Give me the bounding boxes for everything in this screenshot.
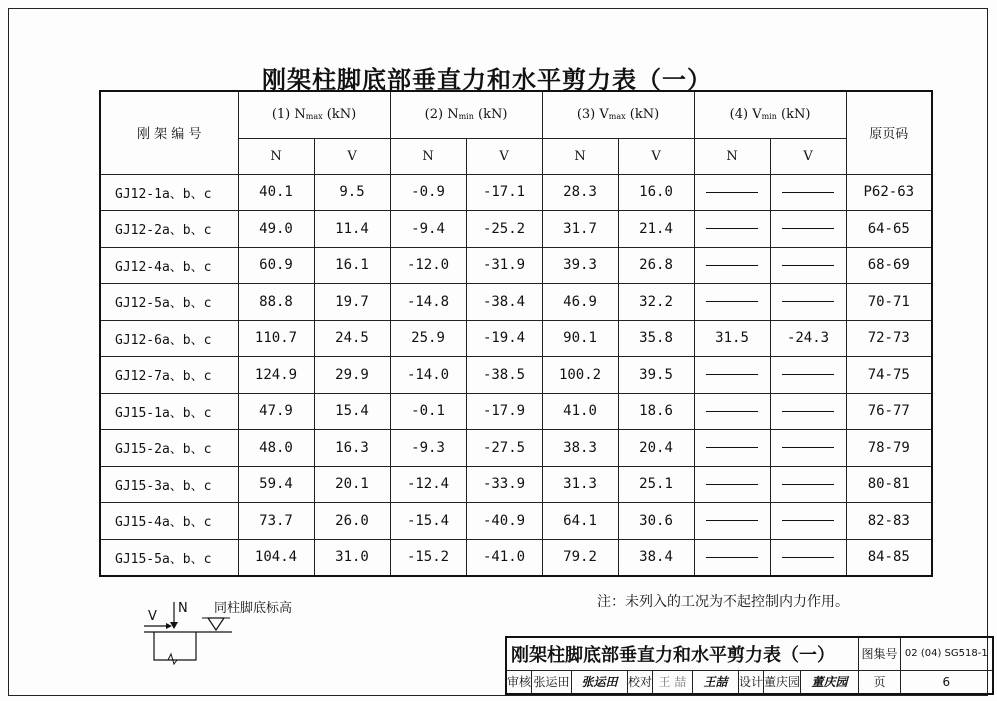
subheader-v: V: [314, 138, 390, 174]
value-cell: -19.4: [466, 320, 542, 357]
frame-number-cell: GJ15-5a、b、c: [100, 539, 238, 576]
value-cell: -38.5: [466, 357, 542, 394]
design-name: 董庆园: [764, 670, 801, 694]
frame-number-cell: GJ12-4a、b、c: [100, 247, 238, 284]
dash-line: [782, 520, 834, 521]
not-applicable-dash: [770, 466, 846, 503]
value-cell: -15.2: [390, 539, 466, 576]
table-row: [100, 174, 932, 211]
subheader-v: V: [770, 138, 846, 174]
table-row: [100, 539, 932, 576]
not-applicable-dash: [694, 430, 770, 467]
table-row: [100, 393, 932, 430]
subheader-v: V: [466, 138, 542, 174]
not-applicable-dash: [694, 174, 770, 211]
value-cell: 31.0: [314, 539, 390, 576]
value-cell: 104.4: [238, 539, 314, 576]
footing-outline: [154, 632, 196, 660]
dash-line: [782, 265, 834, 266]
original-page-cell: 82-83: [846, 503, 932, 540]
dash-line: [782, 301, 834, 302]
value-cell: -24.3: [770, 320, 846, 357]
page-title: 刚架柱脚底部垂直力和水平剪力表（一）: [262, 66, 712, 94]
value-cell: 26.0: [314, 503, 390, 540]
dash-line: [782, 484, 834, 485]
arrowhead-n: [170, 622, 178, 629]
not-applicable-dash: [694, 466, 770, 503]
not-applicable-dash: [770, 393, 846, 430]
value-cell: 28.3: [542, 174, 618, 211]
value-cell: -38.4: [466, 284, 542, 321]
value-cell: 39.5: [618, 357, 694, 394]
frame-number-cell: GJ12-2a、b、c: [100, 211, 238, 248]
title-block-title: 刚架柱脚底部垂直力和水平剪力表（一）: [506, 637, 859, 670]
header-group-vmax: (3) Vmax (kN): [542, 91, 694, 138]
original-page-cell: 72-73: [846, 320, 932, 357]
subheader-n: N: [542, 138, 618, 174]
value-cell: 73.7: [238, 503, 314, 540]
value-cell: 21.4: [618, 211, 694, 248]
value-cell: 25.9: [390, 320, 466, 357]
value-cell: -15.4: [390, 503, 466, 540]
value-cell: 19.7: [314, 284, 390, 321]
dash-line: [782, 411, 834, 412]
table-row: [100, 503, 932, 540]
value-cell: 11.4: [314, 211, 390, 248]
table-row: [100, 284, 932, 321]
value-cell: 64.1: [542, 503, 618, 540]
frame-number-cell: GJ12-5a、b、c: [100, 284, 238, 321]
not-applicable-dash: [770, 539, 846, 576]
header-frame-number: 刚 架 编 号: [100, 91, 238, 174]
not-applicable-dash: [770, 430, 846, 467]
value-cell: 46.9: [542, 284, 618, 321]
dash-line: [706, 411, 758, 412]
value-cell: 90.1: [542, 320, 618, 357]
dash-line: [706, 557, 758, 558]
value-cell: -14.8: [390, 284, 466, 321]
atlas-label: 图集号: [859, 637, 901, 670]
not-applicable-dash: [694, 393, 770, 430]
frame-number-cell: GJ15-2a、b、c: [100, 430, 238, 467]
value-cell: -40.9: [466, 503, 542, 540]
value-cell: -31.9: [466, 247, 542, 284]
table-row: [100, 357, 932, 394]
dash-line: [782, 447, 834, 448]
subheader-n: N: [390, 138, 466, 174]
value-cell: 31.3: [542, 466, 618, 503]
review-label: 审核: [506, 670, 532, 694]
dash-line: [706, 265, 758, 266]
value-cell: 15.4: [314, 393, 390, 430]
value-cell: 124.9: [238, 357, 314, 394]
value-cell: 48.0: [238, 430, 314, 467]
value-cell: -17.1: [466, 174, 542, 211]
value-cell: 35.8: [618, 320, 694, 357]
value-cell: -9.4: [390, 211, 466, 248]
value-cell: 16.0: [618, 174, 694, 211]
dash-line: [782, 192, 834, 193]
table-row: [100, 430, 932, 467]
original-page-cell: 76-77: [846, 393, 932, 430]
original-page-cell: 68-69: [846, 247, 932, 284]
value-cell: -0.1: [390, 393, 466, 430]
not-applicable-dash: [694, 211, 770, 248]
value-cell: 20.1: [314, 466, 390, 503]
subheader-v: V: [618, 138, 694, 174]
value-cell: -9.3: [390, 430, 466, 467]
value-cell: 24.5: [314, 320, 390, 357]
dash-line: [706, 484, 758, 485]
not-applicable-dash: [694, 503, 770, 540]
value-cell: 29.9: [314, 357, 390, 394]
frame-number-cell: GJ15-3a、b、c: [100, 466, 238, 503]
value-cell: 16.1: [314, 247, 390, 284]
dash-line: [706, 228, 758, 229]
value-cell: 110.7: [238, 320, 314, 357]
not-applicable-dash: [770, 284, 846, 321]
not-applicable-dash: [694, 247, 770, 284]
original-page-cell: 64-65: [846, 211, 932, 248]
header-group-vmin: (4) Vmin (kN): [694, 91, 846, 138]
value-cell: -0.9: [390, 174, 466, 211]
value-cell: 100.2: [542, 357, 618, 394]
review-name: 张运田: [532, 670, 572, 694]
original-page-cell: 84-85: [846, 539, 932, 576]
value-cell: -17.9: [466, 393, 542, 430]
frame-number-cell: GJ12-7a、b、c: [100, 357, 238, 394]
diagram-label-v: V: [148, 609, 157, 624]
not-applicable-dash: [694, 357, 770, 394]
value-cell: 49.0: [238, 211, 314, 248]
value-cell: -25.2: [466, 211, 542, 248]
not-applicable-dash: [770, 357, 846, 394]
subheader-n: N: [694, 138, 770, 174]
elevation-marker-icon: [208, 618, 224, 630]
table-row: [100, 211, 932, 248]
value-cell: 60.9: [238, 247, 314, 284]
value-cell: 41.0: [542, 393, 618, 430]
value-cell: -12.4: [390, 466, 466, 503]
value-cell: -41.0: [466, 539, 542, 576]
design-signature: 董庆园: [801, 670, 859, 694]
value-cell: -12.0: [390, 247, 466, 284]
dash-line: [706, 447, 758, 448]
title-block: [505, 636, 994, 695]
not-applicable-dash: [770, 503, 846, 540]
value-cell: 9.5: [314, 174, 390, 211]
frame-number-cell: GJ12-6a、b、c: [100, 320, 238, 357]
subheader-n: N: [238, 138, 314, 174]
check-signature: 王喆: [693, 670, 739, 694]
force-table: [99, 90, 933, 577]
dash-line: [706, 192, 758, 193]
not-applicable-dash: [694, 539, 770, 576]
value-cell: 88.8: [238, 284, 314, 321]
value-cell: -27.5: [466, 430, 542, 467]
dash-line: [706, 520, 758, 521]
table-note: 注：未列入的工况为不起控制内力作用。: [597, 594, 849, 610]
dash-line: [782, 557, 834, 558]
column-base-diagram: [140, 598, 360, 668]
not-applicable-dash: [770, 247, 846, 284]
frame-number-cell: GJ12-1a、b、c: [100, 174, 238, 211]
value-cell: 31.7: [542, 211, 618, 248]
frame-number-cell: GJ15-1a、b、c: [100, 393, 238, 430]
not-applicable-dash: [694, 284, 770, 321]
not-applicable-dash: [770, 211, 846, 248]
value-cell: 59.4: [238, 466, 314, 503]
diagram-caption: 同柱脚底标高: [214, 601, 293, 616]
atlas-number: 02 (04) SG518-1: [901, 637, 993, 670]
table-row: [100, 320, 932, 357]
review-signature: 张运田: [572, 670, 628, 694]
value-cell: 16.3: [314, 430, 390, 467]
value-cell: 30.6: [618, 503, 694, 540]
value-cell: 38.3: [542, 430, 618, 467]
value-cell: -33.9: [466, 466, 542, 503]
diagram-label-n: N: [178, 601, 188, 616]
value-cell: 40.1: [238, 174, 314, 211]
dash-line: [706, 301, 758, 302]
original-page-cell: 78-79: [846, 430, 932, 467]
value-cell: -14.0: [390, 357, 466, 394]
dash-line: [782, 228, 834, 229]
value-cell: 20.4: [618, 430, 694, 467]
value-cell: 31.5: [694, 320, 770, 357]
value-cell: 39.3: [542, 247, 618, 284]
value-cell: 47.9: [238, 393, 314, 430]
original-page-cell: 70-71: [846, 284, 932, 321]
value-cell: 79.2: [542, 539, 618, 576]
dash-line: [782, 374, 834, 375]
header-group-nmin: (2) Nmin (kN): [390, 91, 542, 138]
table-row: [100, 466, 932, 503]
dash-line: [706, 374, 758, 375]
page-number: 6: [901, 670, 993, 694]
value-cell: 38.4: [618, 539, 694, 576]
original-page-cell: 74-75: [846, 357, 932, 394]
break-line: [168, 654, 177, 664]
check-label: 校对: [628, 670, 653, 694]
header-group-nmax: (1) Nmax (kN): [238, 91, 390, 138]
original-page-cell: 80-81: [846, 466, 932, 503]
design-label: 设计: [739, 670, 764, 694]
value-cell: 18.6: [618, 393, 694, 430]
check-name: 王 喆: [653, 670, 693, 694]
original-page-cell: P62-63: [846, 174, 932, 211]
frame-number-cell: GJ15-4a、b、c: [100, 503, 238, 540]
page-label: 页: [859, 670, 901, 694]
header-original-page: 原页码: [846, 91, 932, 174]
value-cell: 25.1: [618, 466, 694, 503]
not-applicable-dash: [770, 174, 846, 211]
value-cell: 32.2: [618, 284, 694, 321]
value-cell: 26.8: [618, 247, 694, 284]
table-row: [100, 247, 932, 284]
